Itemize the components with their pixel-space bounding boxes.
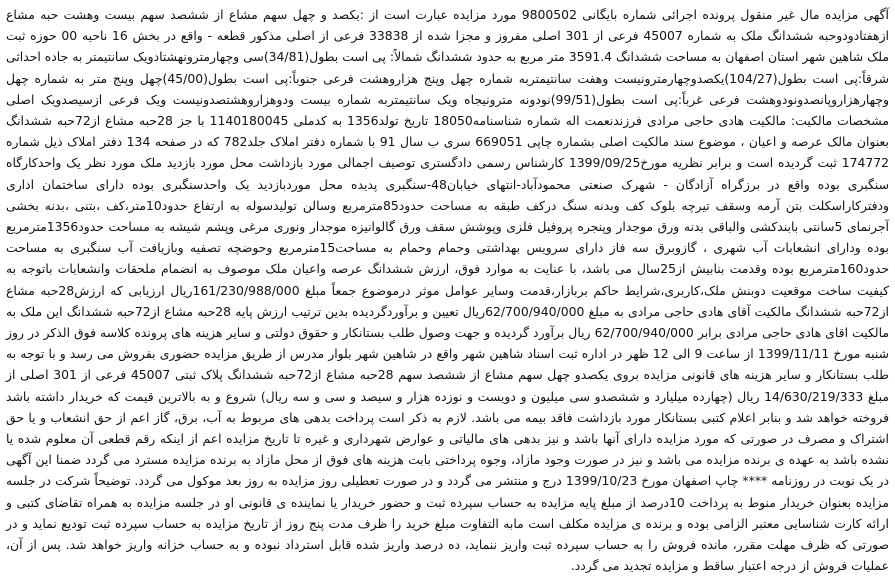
auction-notice-text: آگهی مزایده مال غیر منقول پرونده اجرائی شماره بایگانی 9800502 مورد مزایده عبارت است از :یکصد و چهل سهم مشاع از ششصد سهم بیست وهشت حبه مشاع ازهفتادودوحبه ششدانگ ملک به شماره 45007 فرعی از 301 اصلی مفروز و مجزا شده از 33838 فرعی از اصلی مذکور قطعه - واقع در بخش 16 ناحیه 00 حوزه ثبت ملک شاهین شهر استان اصفهان به مساحت ششدانگ 3591.4 متر مربع به حدود ششدانگ شمالاً: پی است بطول(34/81)سی وچهارمترونهشتادویک سانتیمتر به جاده احداثی شرقاً:پی است بطول(104/27)یکصدوچهارمترونیست وهفت سانتیمتربه شماره چهل وپنج هزاروهشت فرعی جنوباً:پی است بطول(45/00)چهل وپنج متر به شماره چهل وچهارهزاروپانصدونودوهشت فرعی غرباً:پی است بطول(99/51)نودونه مترونیجاه ویک سانتیمتربه شماره بیست ودوهزاروهشتصدونیست ویک فرعی ازسیصدویک اصلی مشخصات مالکیت: مالکیت هادی حاجی مرادی فرزندنعمت اله شماره شناسنامه18050 تاریخ تولد1356 به کدملی 1140180045 با جز 28حبه مشاع از72حبه ششدانگ بعنوان مالک عرصه و اعیان ، موضوع سند مالکیت اصلی بشماره چاپی 669051 سری ب سال 91 با شماره دفتر املاک جلد782 که در صفحه 134 دفتر املاک ذیل شماره 174772 ثبت گردیده است و برابر نظریه مورخ1399/09/25 کارشناس رسمی دادگستری توصیف اجمالی مورد بازداشت محل مورد بازدید ملک مورد نظر یک واحدکارگاه سنگبری بوده واقع در برزگراه آزادگان - شهرک صنعتی محمودآباد-انتهای خیابان48-سنگبری پدیده محل موردبازدید یک واحدسنگبری بوده دارای ساختمان اداری ودفترکاراسکلت بتن آرمه وسقف تیرچه بلوک کف وبدنه سنگ درکف طبقه به مساحت حدود85مترمربع وسالن تولیدسوله به ارتفاع حدود10متر،کف ،بتنی ،بدنه بخشی آجرنمای 5سانتی بابندکشی والباقی بدنه ورق موجدار وپنجره پروفیل فلزی وپوشش سقف ورق گالوانیزه موجدار ونوری مرغی وپشم شیشه به مساحت حدود1356مترمربع بوده ودارای انشعابات آب شهری ، گازوبرق سه فاز دارای سرویس بهداشتی وحمام وحمام به مساحت15مترمربع وحوضچه تصفیه وبازیافت آب سنگبری به مساحت حدود160مترمربع بوده وقدمت بنابیش از25سال می باشد، با عنایت به موارد فوق، ارزش ششدانگ عرصه واعیان ملک موصوف به انضمام ملحقات وانشعابات باتوجه به کیفیت ساخت موقعیت دوبنش ملک،کاربری،شرایط حاکم بربازار،قدمت وسایر عوامل موثر درموضوع جمعاً مبلغ 161/230/988/000ریال ارزیابی که ارزش28حبه مشاع از72حبه ششدانگ مالکیت آقای هادی حاجی مرادی به مبلغ 62/700/940/000ریال تعیین و برآوردگردیده بدین ترتیب ارزش پایه 28حبه مشاع از72حبه ششدانگ این ملک به مالکیت اقای هادی حاجی مرادی برابر 62/700/940/000 ریال برآورد گردیده و جهت وصول طلب بستانکار و حقوق دولتی و سایر هزینه های پرونده کلاسه فوق الذکر در روز شنبه مورخ 1399/11/11 از ساعت 9 الی 12 ظهر در اداره ثبت اسناد شاهین شهر واقع در شاهین شهر بلوار مدرس از طریق مزایده حضوری بفروش می رسد و با توجه به طلب بستانکار و سایر هزینه های قانونی مزایده بروی یکصدو چهل سهم مشاع از ششصد سهم 28حبه مشاع از72حبه ششدانگ پلاک ثبتی 45007 فرعی از 301 اصلی از مبلغ 14/630/219/333 ریال (چهارده میلیارد و ششصدو سی میلیون و دویست و نوزده هزار و سیصد و سی و سه ریال) شروع و به بالاترین قیمت که خریدار داشته باشد فروخته خواهد شد و بنابر اعلام کتبی بستانکار مورد بازداشت فاقد بیمه می باشد. لازم به ذکر است پرداخت بدهی های مربوط به آب، برق، گاز اعم از حق انشعاب و یا حق اشتراک و مصرف در صورتی که مورد مزایده دارای آنها باشد و نیز بدهی های مالیاتی و عوارض شهرداری و غیره تا تاریخ مزایده اعم از اینکه رقم قطعی آن معلوم شده یا نشده باشد به عهده ی برنده مزایده می باشد و نیز در صورت وجود مازاد، وجوه پرداختی بابت هزینه های فوق از محل مازاد به برنده مزایده مسترد می گردد ضمنا این آگهی در یک نوبت در روزنامه **** چاپ اصفهان مورخ 1399/10/23 درج و منتشر می گردد و در صورت تعطیلی روز مزایده به روز بعد موکول می گردد. توضیحاً شرکت در جلسه مزایده بعنوان خریدار منوط به پرداخت 10درصد از مبلغ پایه مزایده به حساب سپرده ثبت و حضور خریدار یا نماینده ی قانونی او در جلسه مزایده به همراه تقاضای کتبی و ارائه کارت شناسایی معتبر الزامی بوده و برنده ی مزایده مکلف است مابه التفاوت مبلغ خرید را ظرف مدت پنج روز از تاریخ مزایده به حساب سپرده ثبت تودیع نماید و در صورتی که ظرف مهلت مقرر، مانده فروش را به حساب سپرده ثبت واریز ننماید، ده درصد واریز شده قابل استرداد نبوده و به حساب خزانه واریز خواهد شد. پس از آن، عملیات فروش از درجه اعتبار ساقط و مزایده تجدید می گردد. (6, 7, 889, 574)
